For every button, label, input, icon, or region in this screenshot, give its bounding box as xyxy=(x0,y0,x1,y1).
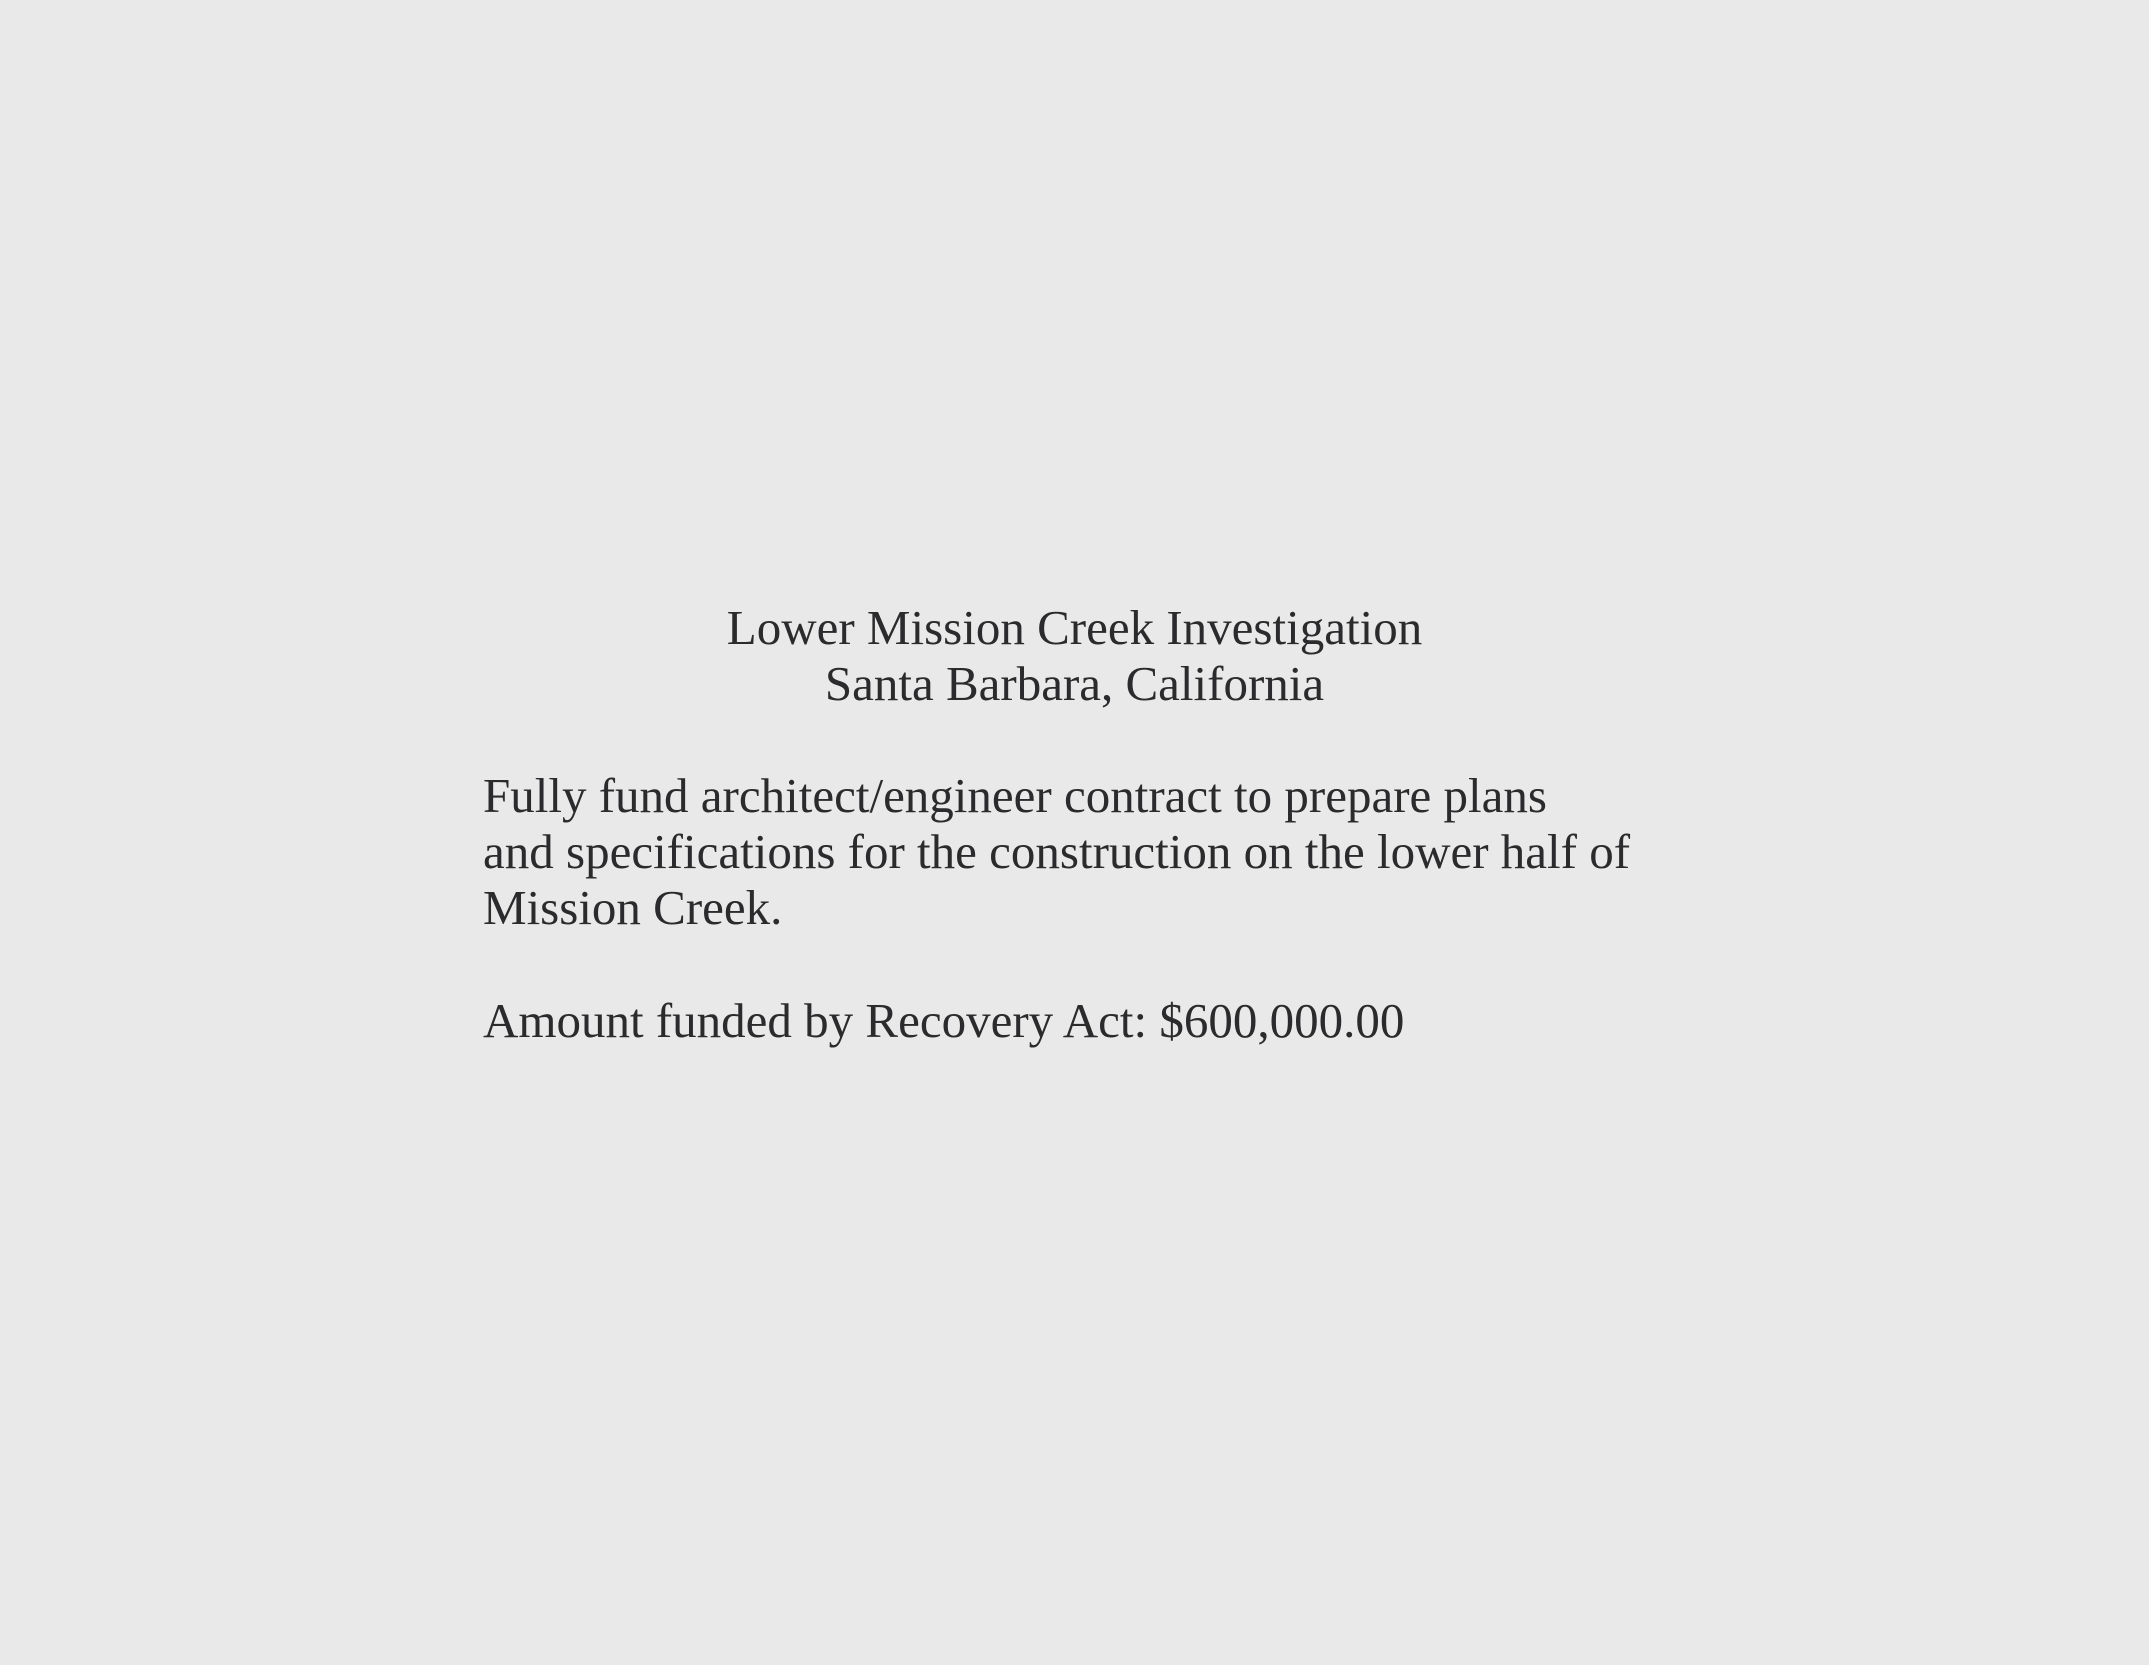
funding-amount: Amount funded by Recovery Act: $600,000.00 xyxy=(483,993,1405,1048)
project-title: Lower Mission Creek Investigation xyxy=(726,600,1423,655)
description-paragraph xyxy=(483,768,1643,936)
project-header xyxy=(0,600,2149,712)
description-line: Mission Creek. xyxy=(483,880,783,935)
project-description xyxy=(483,768,1643,936)
project-location: Santa Barbara, California xyxy=(824,656,1325,711)
description-line: Fully fund architect/engineer contract to prepare plans xyxy=(483,768,1547,823)
description-line: and specifications for the construction on the lower half of xyxy=(483,824,1631,879)
